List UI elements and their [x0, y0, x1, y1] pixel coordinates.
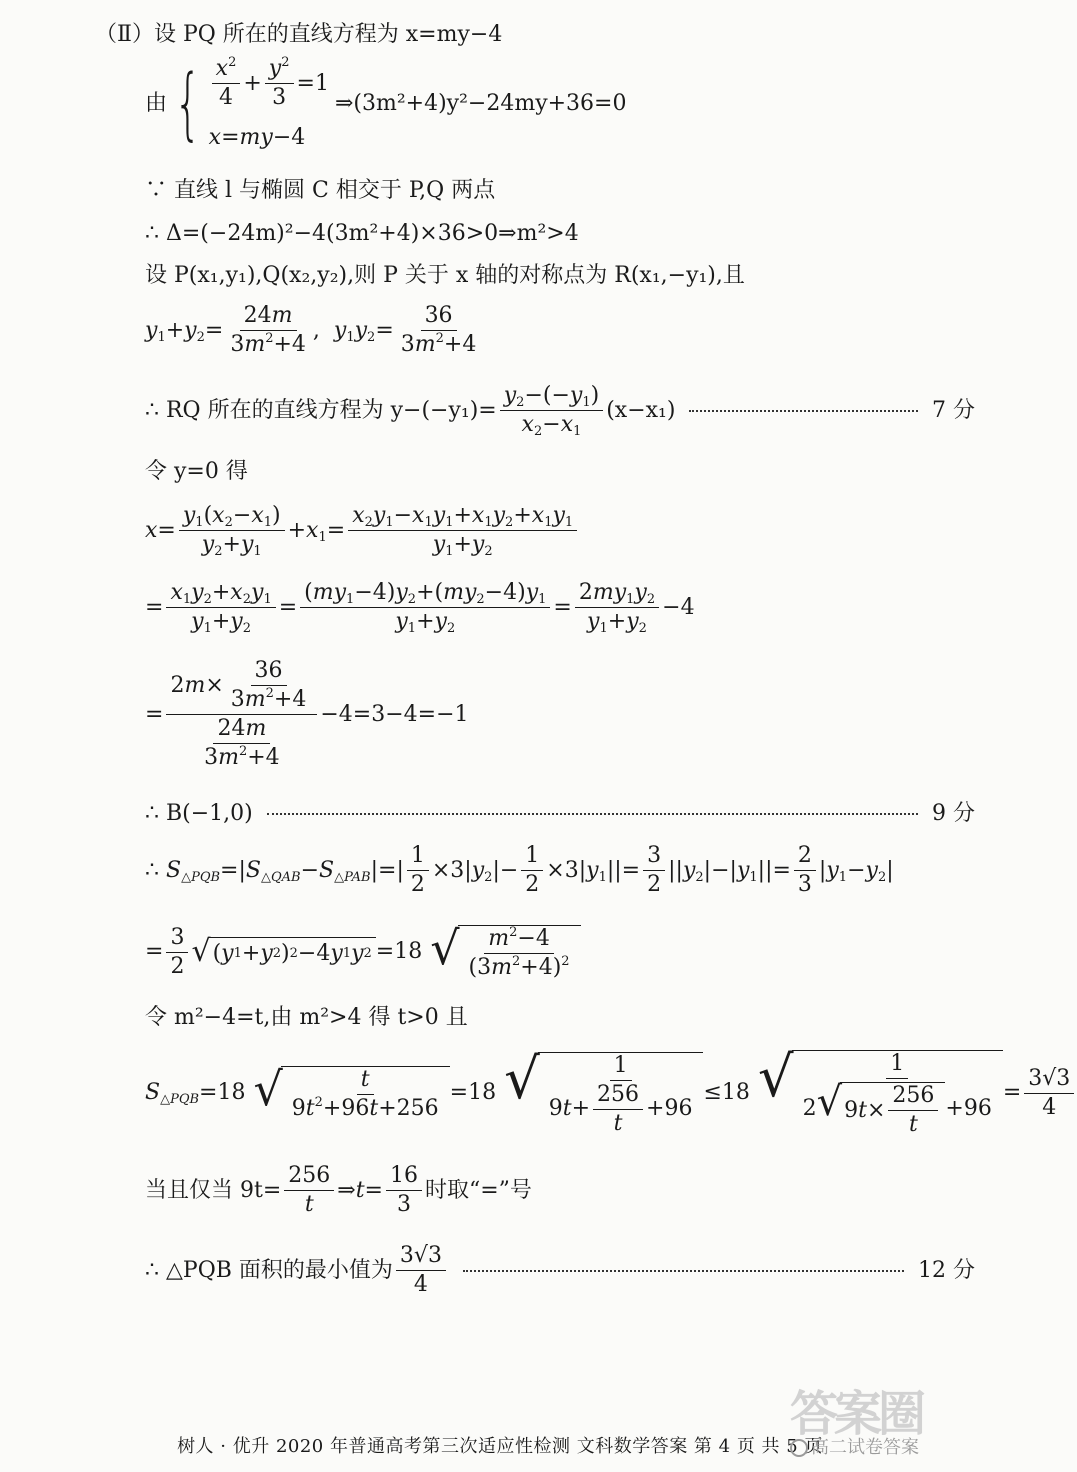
watermark-subtitle: 高二试卷答案: [811, 1437, 919, 1458]
x-intercept-step2: = $\frac{x_1y_2+x_2y_1}{y_1+y_2}$ = $\frac{(my_1-4)y_2+(my_2-4)y_1}{y_1+y_2}$ = $\frac{2my_1y_2}{y_1+y_2}$ −4: [145, 580, 695, 636]
left-brace: {: [174, 58, 202, 149]
x-intercept-step1: x= $\frac{y_1(x_2-x_1)}{y_2+y_1}$ $+x_1=$ $\frac{x_2y_1-x_1y_1+x_1y_2+x_1y_1}{y_1+y_2}$: [145, 505, 580, 556]
wechat-icon: [790, 1439, 808, 1457]
equality-condition: 当且仅当 9t= $\frac{256}{t}$ ⇒t= $\frac{16}{3}$ 时取“=”号: [145, 1163, 532, 1217]
equation-system: 由 { $\frac{x^2}{4}$ + $\frac{y^2}{3}$ =1 x=my−4 ⇒(3m²+4)y²−24my+36=0: [145, 55, 627, 150]
conclusion-line: ∴ △PQB 面积的最小值为 $\frac{3√3}{4}$ 12 分: [145, 1243, 975, 1297]
intersect-statement: ∵ 直线 l 与椭圆 C 相交于 P,Q 两点: [145, 178, 496, 203]
page-footer: 树人 · 优升 2020 年普通高考第三次适应性检测 文科数学答案 第 4 页 共 5 页: [177, 1436, 823, 1457]
x-intercept-step3: = 2 m × $\frac{36}{3m^2+4}$ $\frac{24m}{3m^2+4}$ −4=3−4=−1: [145, 658, 469, 770]
watermark-title: 答案圈: [790, 1386, 923, 1442]
set-y-zero: 令 y=0 得: [145, 459, 248, 484]
score-leader-9: [267, 813, 918, 815]
vieta-line: $y_1+y_2=$ $\frac{24m}{3m^2+4}$ , $y_1y_2=$ $\frac{36}{3m^2+4}$: [145, 303, 477, 357]
score-leader-12: [463, 1270, 904, 1272]
rq-line-equation: ∴ RQ 所在的直线方程为 y−(−y₁)= $\frac{y_2-(-y_1)}{x_2-x_1}$ (x−x₁) 7 分: [145, 383, 975, 439]
implied-quadratic: ⇒(3m²+4)y²−24my+36=0: [334, 90, 627, 116]
score-12: 12 分: [918, 1257, 975, 1283]
b-point-line: ∴ B(−1,0) 9 分: [145, 801, 975, 826]
discriminant-line: ∴ Δ=(−24m)²−4(3m²+4)×36>0⇒m²>4: [145, 221, 579, 246]
area-expression: ∴ $S_{\triangle PQB}=|S_{\triangle QAB}-S_{\triangle PAB}|=|$ $\frac{1}{2}$ $\times 3|y_2|-$ $\frac{1}{2}$ $\times 3|y_1||=$ $\frac{3}{2}$ $||y_2|-|y_1||=$ $\frac{2}{3}$ $|y_1-y_2|$: [145, 843, 894, 897]
part-heading: （Ⅱ）设 PQ 所在的直线方程为 x=my−4: [95, 22, 503, 47]
substitution-t: 令 m²−4=t,由 m²>4 得 t>0 且: [145, 1005, 468, 1030]
score-7: 7 分: [932, 397, 975, 423]
score-9: 9 分: [932, 801, 975, 826]
points-definition: 设 P(x₁,y₁),Q(x₂,y₂),则 P 关于 x 轴的对称点为 R(x₁,−y₁),且: [145, 263, 745, 288]
watermark-logo: [790, 1375, 980, 1465]
you-label: 由: [145, 90, 168, 116]
area-sqrt: = $\frac{3}{2}$ √ ( y 1 + y 2 ) 2 −4 y 1 y 2 =18 √ $\frac{m^2-4}{(3m^2+4)^2}$: [145, 925, 581, 979]
area-in-t: $S_{\triangle PQB}=18$ √ $\frac{t}{9t^2+96t+256}$ =18 √ 1 9 t + $\frac{256}{t}$ +96 ≤18 √ 1 2 √ 9 t × $\frac{256}{t}$ +96 = $\frac{3√3}{4}$: [145, 1050, 1077, 1136]
score-leader-7: [689, 410, 918, 412]
